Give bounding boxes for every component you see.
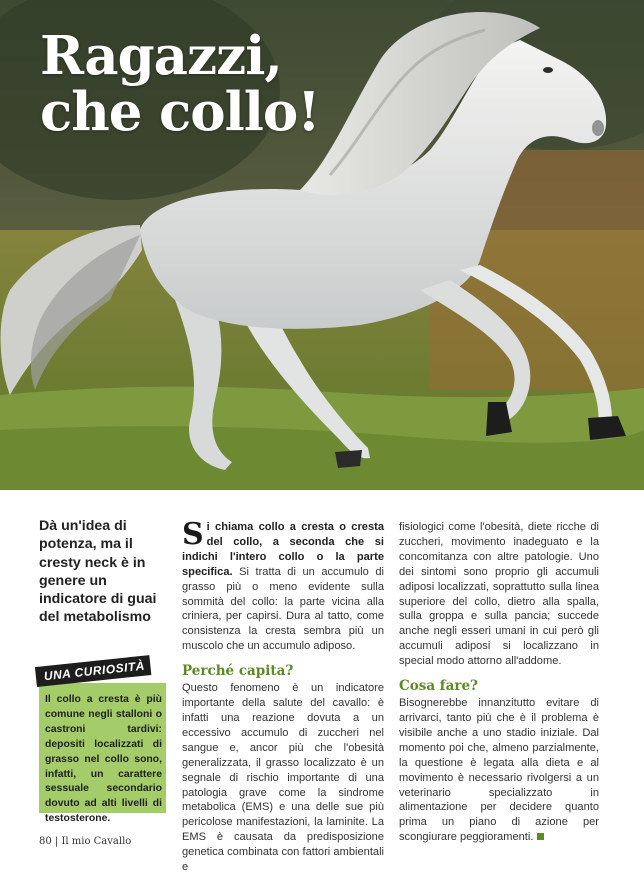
drop-cap: S: [182, 517, 204, 552]
article-p1: Si tratta di un accumulo di grasso più o meno evidente sulla sommità del collo: la parte vicina alla criniera, per capirsi. Dura al tatto, come consistenza la cresta sembra più un muscolo che un accumulo adiposo.: [182, 565, 384, 653]
article-column-right: [399, 520, 599, 845]
curiosity-box: [39, 658, 166, 825]
article-lead: i chiama collo a cresta o cresta del collo, a seconda che si indichi l'intero collo o la parte specifica.: [182, 521, 384, 578]
subhead-perche-capita: Perché capita?: [182, 663, 294, 680]
article-paragraph-1: [182, 517, 384, 654]
article-p3: fisiologici come l'obesità, diete ricche di zuccheri, movimento inadeguato e la concomitanza con altre patologie. Uno dei sintomi sono proprio gli accumuli adiposi localizzati, soprattutto sulla linea superiore del collo, dietro alla spalla, sulla groppa e sulla pancia; succede anche negli esseri umani in cui però gli accumuli adiposi si localizzano in special modo attorno all'addome.: [399, 521, 599, 668]
intro-standfirst: Dà un'idea di potenza, ma il cresty neck è in genere un indicatore di guai del metabolismo: [39, 518, 157, 626]
curiosity-tag: UNA CURIOSITÀ: [35, 655, 152, 687]
headline-line-2: che collo!: [40, 81, 320, 143]
headline: [40, 25, 320, 143]
article-column-middle: [182, 517, 384, 873]
horse-eye: [543, 67, 553, 73]
article-p4: Bisognerebbe innanzitutto evitare di arrivarci, tanto più che è il problema è visibile anche a uno stadio iniziale. Dal momento poi che, almeno parzialmente, la questione è legata alla dieta e al movimento è necessario rivolgersi a un veterinario specializzato in alimentazione per decidere quanto prima un piano di azione per scongiurare peggioramenti.: [399, 697, 599, 844]
page-folio: 80 | Il mio Cavallo: [39, 836, 132, 847]
article-p2: Questo fenomeno è un indicatore importante della salute del cavallo: è infatti una reazione dovuta a un eccessivo accumulo di zuccheri nel sangue e, ancor più che l'obesità generalizzata, il grasso localizzato è un segnale di rischio importante di una patologia grave come la sindrome metabolica (EMS) e una delle sue più pericolose manifestazioni, la laminite. La EMS è causata da predisposizione genetica combinata con fattori ambientali e: [182, 682, 384, 873]
article-p4-wrap: [399, 696, 599, 845]
end-mark-icon: [537, 833, 544, 840]
curiosity-text: Il collo a cresta è più comune negli stalloni o castroni tardivi: depositi localizzati di grasso nel collo sono, infatti, un carattere sessuale secondario dovuto ad alti livelli di testosterone.: [45, 694, 162, 825]
subhead-cosa-fare: Cosa fare?: [399, 678, 478, 695]
headline-line-1: Ragazzi,: [40, 25, 282, 87]
